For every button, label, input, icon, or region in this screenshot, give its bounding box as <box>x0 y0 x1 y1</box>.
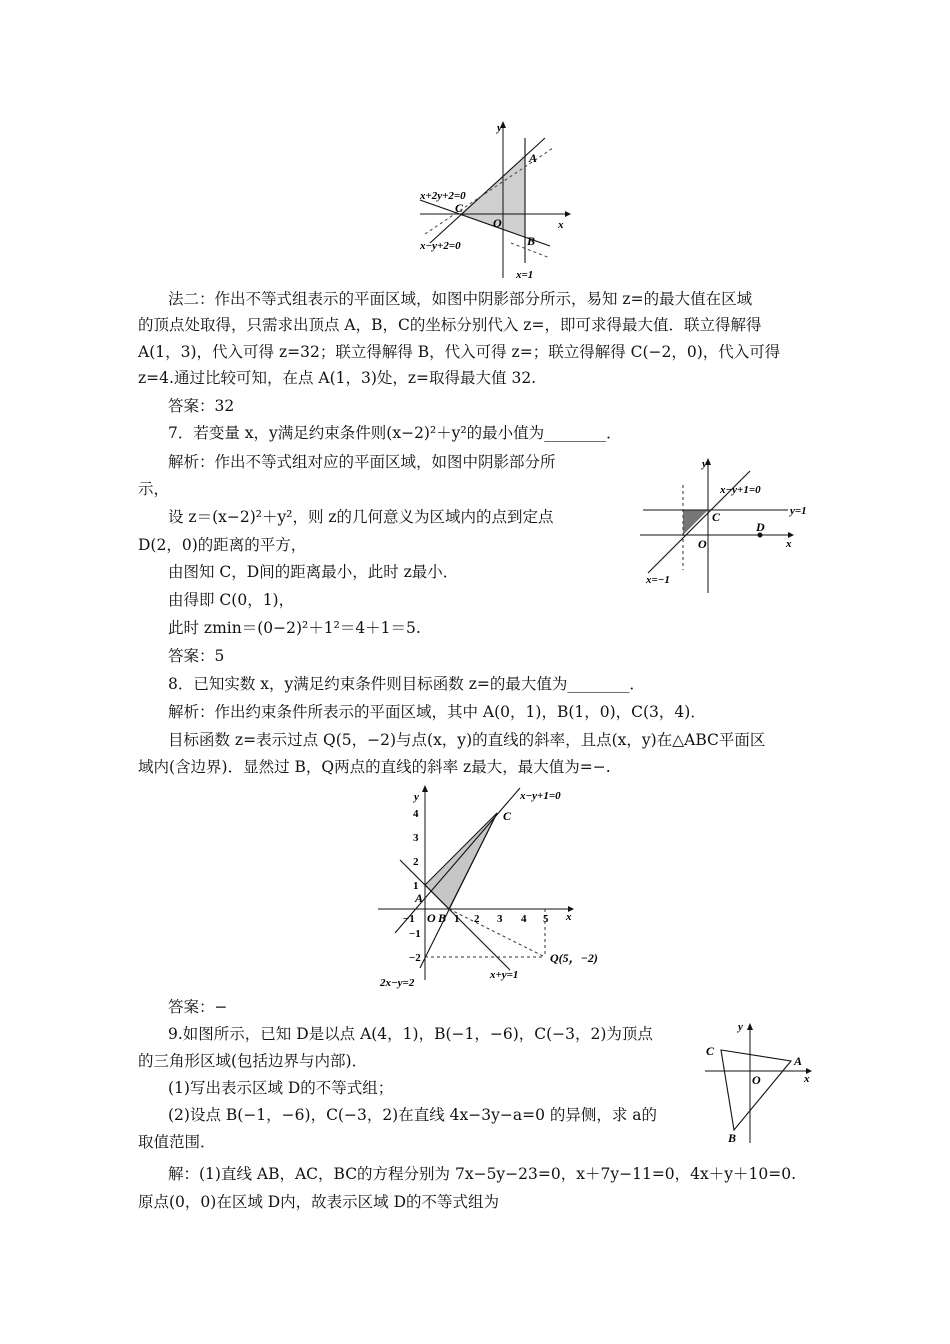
origin-label: O <box>698 537 707 551</box>
point-c-label: C <box>503 809 512 823</box>
x-label: x <box>786 538 792 550</box>
ytick-3: 3 <box>413 832 419 844</box>
line-label-1: x−y+1=0 <box>520 790 561 802</box>
xtick-4: 4 <box>521 913 527 925</box>
problem7-line-2: 示， <box>138 480 170 498</box>
ytick-1: 1 <box>413 880 419 892</box>
answer-7: 答案：5 <box>168 647 225 665</box>
line-label-1: x+2y+2=0 <box>420 190 466 202</box>
y-label: y <box>414 791 419 803</box>
point-c-label: C <box>706 1044 715 1058</box>
method2-line-4: z=4.通过比较可知，在点 A(1，3)处，z=取得最大值 32. <box>138 369 537 387</box>
x-axis-arrow <box>565 211 571 217</box>
point-b-label: B <box>438 911 447 925</box>
point-b-label: B <box>527 234 536 248</box>
problem8-line-1: 解析：作出约束条件所表示的平面区域，其中 A(0，1)，B(1，0)，C(3，4)． <box>168 703 706 721</box>
figure-problem7 <box>638 455 818 595</box>
origin-label: O <box>427 911 436 925</box>
problem7-line-4: D(2，0)的距离的平方， <box>138 536 307 554</box>
problem7-line-3: 设 z＝(x−2)²＋y²，则 z的几何意义为区域内的点到定点 <box>168 508 554 526</box>
point-a-label: A <box>529 151 538 165</box>
xtick-2: 2 <box>474 913 480 925</box>
y-label: y <box>497 122 502 134</box>
line-label-3: 2x−y=2 <box>380 977 415 989</box>
problem7-line-7: 此时 zmin＝(0−2)²＋1²＝4＋1＝5. <box>168 619 421 637</box>
problem7-line-1: 解析：作出不等式组对应的平面区域，如图中阴影部分所 <box>168 453 556 471</box>
shaded-region <box>683 510 708 535</box>
figure-problem8 <box>370 780 610 990</box>
line-label-2: x+y=1 <box>490 969 519 981</box>
line-label-1: x−y+1=0 <box>720 484 761 496</box>
line-label-2: x−y+2=0 <box>420 240 461 252</box>
ytick-2: 2 <box>413 856 419 868</box>
problem9-line-2: 的三角形区域(包括边界与内部)． <box>138 1052 368 1070</box>
y-axis-arrow <box>747 1023 753 1030</box>
line-label-2: y=1 <box>790 505 807 517</box>
problem9-line-3: (1)写出表示区域 D的不等式组； <box>168 1079 394 1097</box>
y-axis-arrow <box>422 785 428 792</box>
ytick-minus1: −1 <box>409 928 421 940</box>
line-label-3: x=−1 <box>646 574 670 586</box>
problem8-stem: 8．已知实数 x，y满足约束条件则目标函数 z=的最大值为________． <box>168 675 645 693</box>
xtick-1: 1 <box>454 913 460 925</box>
triangle-abc <box>721 1050 791 1130</box>
answer-6: 答案：32 <box>168 397 235 415</box>
ytick-4: 4 <box>413 808 419 820</box>
ytick-minus2: −2 <box>409 952 421 964</box>
problem8-line-3: 域内(含边界)．显然过 B，Q两点的直线的斜率 z最大，最大值为=−. <box>138 758 611 776</box>
problem9-line-5: 取值范围． <box>138 1133 216 1151</box>
point-d-label: D <box>756 520 765 534</box>
problem9-line-1: 9.如图所示，已知 D是以点 A(4，1)，B(−1，−6)，C(−3，2)为顶点 <box>168 1025 653 1043</box>
problem9-line-6: 解：(1)直线 AB，AC，BC的方程分别为 7x−5y−23=0，x＋7y−11=0，4x＋y＋10=0. <box>168 1165 797 1183</box>
y-label: y <box>738 1021 743 1033</box>
point-b-label: B <box>728 1131 737 1145</box>
origin-label: O <box>752 1073 761 1087</box>
xtick-3: 3 <box>497 913 503 925</box>
problem7-line-6: 由得即 C(0，1)， <box>168 591 295 609</box>
problem8-line-2: 目标函数 z=表示过点 Q(5，−2)与点(x，y)的直线的斜率，且点(x，y)在△ABC平面区 <box>168 731 766 749</box>
method2-line-1: 法二：作出不等式组表示的平面区域，如图中阴影部分所示，易知 z=的最大值在区域 <box>168 290 753 308</box>
problem7-line-5: 由图知 C，D间的距离最小，此时 z最小． <box>168 563 459 581</box>
point-q-label: Q(5，−2) <box>550 951 598 965</box>
line-label-3: x=1 <box>516 269 534 281</box>
point-c-label: C <box>712 510 721 524</box>
xtick-minus1: −1 <box>403 913 415 925</box>
method2-line-2: 的顶点处取得，只需求出顶点 A，B，C的坐标分别代入 z=，即可求得最大值．联立得解得 <box>138 316 762 334</box>
problem9-line-7: 原点(0，0)在区域 D内，故表示区域 D的不等式组为 <box>138 1193 500 1211</box>
y-label: y <box>702 458 707 470</box>
figure-problem6 <box>415 118 575 283</box>
point-a-label: A <box>794 1054 803 1068</box>
problem7-stem: 7．若变量 x，y满足约束条件则(x−2)²＋y²的最小值为________． <box>168 424 622 442</box>
xtick-5: 5 <box>543 913 549 925</box>
x-label: x <box>804 1073 810 1085</box>
method2-line-3: A(1，3)，代入可得 z=32；联立得解得 B，代入可得 z=；联立得解得 C(−2，0)，代入可得 <box>138 343 781 361</box>
point-a-label: A <box>415 891 424 905</box>
origin-label: O <box>493 216 502 230</box>
answer-8: 答案：− <box>168 998 228 1016</box>
x-label: x <box>566 911 572 923</box>
problem9-line-4: (2)设点 B(−1，−6)，C(−3，2)在直线 4x−3y−a=0 的异侧，求 a的 <box>168 1106 658 1124</box>
point-c-label: C <box>455 201 464 215</box>
x-label: x <box>558 219 564 231</box>
figure-problem9 <box>700 1018 820 1148</box>
